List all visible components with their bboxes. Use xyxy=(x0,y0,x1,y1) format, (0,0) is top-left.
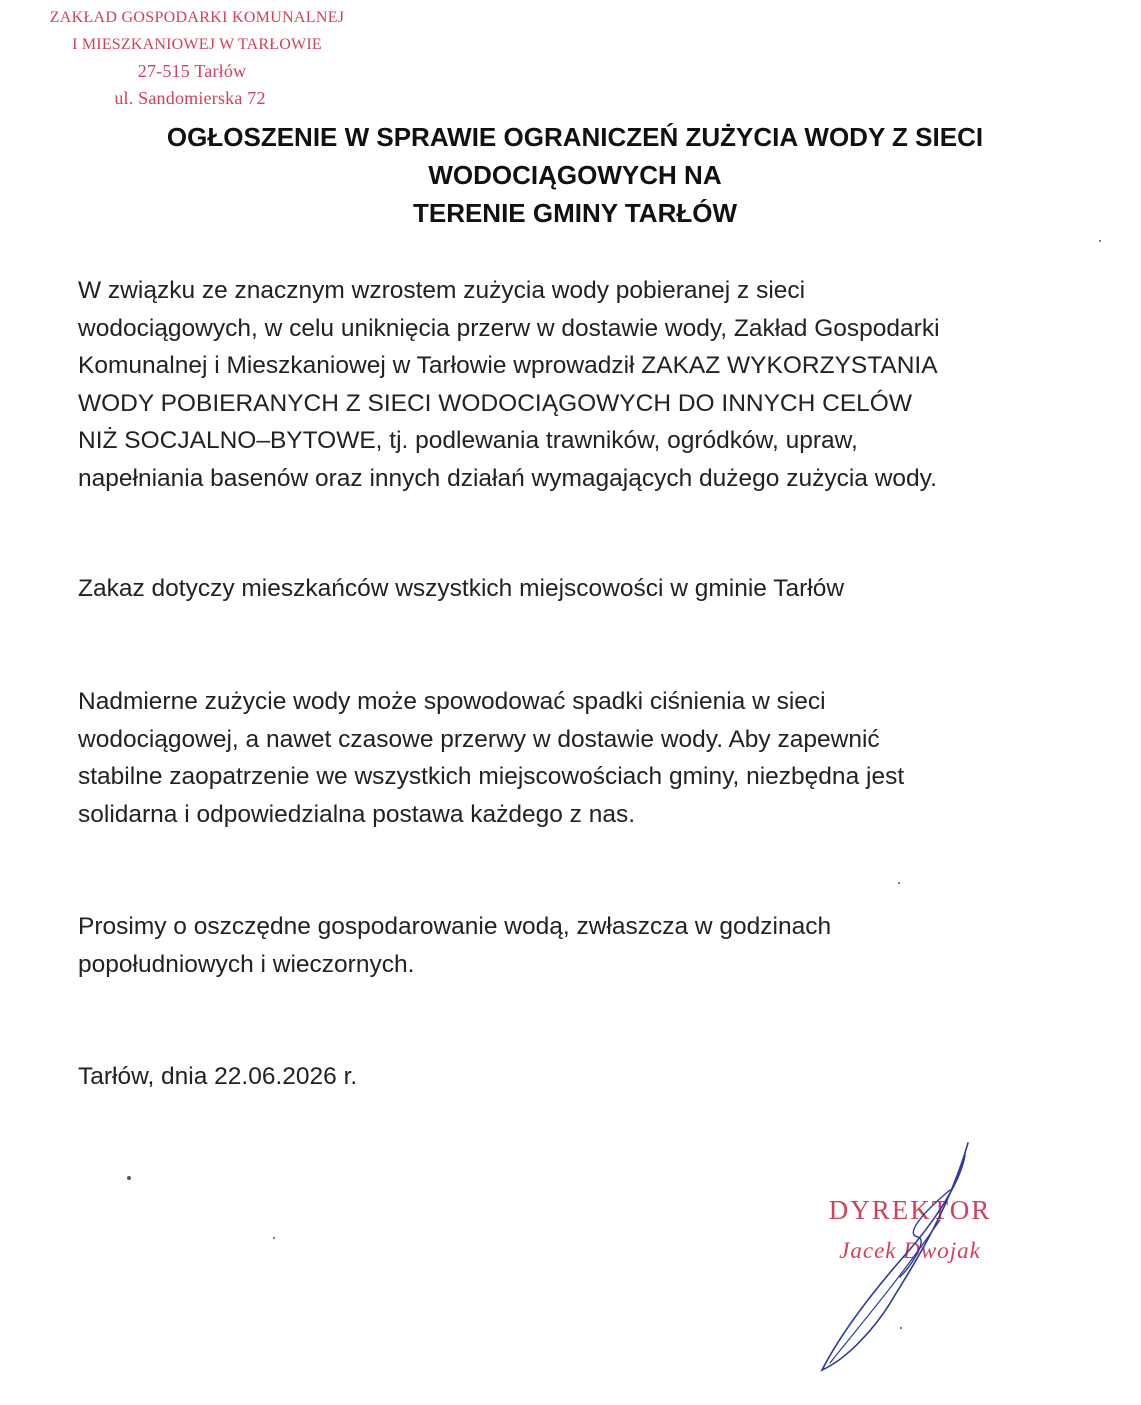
text-line: napełniania basenów oraz innych działań wymagających dużego zużycia wody. xyxy=(78,464,937,492)
title-line: TERENIE GMINY TARŁÓW xyxy=(412,198,738,228)
text-line: popołudniowych i wieczornych. xyxy=(78,950,415,978)
text-line: Zakaz dotyczy mieszkańców wszystkich miejscowości w gminie Tarłów xyxy=(78,575,845,602)
stamp-line-organization: ZAKŁAD GOSPODARKI KOMUNALNEJ xyxy=(49,9,345,26)
scan-speck xyxy=(127,1176,131,1180)
paragraph-scope xyxy=(78,570,1078,608)
text-line: WODY POBIERANYCH Z SIECI WODOCIĄGOWYCH DO INNYCH CELÓW xyxy=(78,389,912,417)
stamp-line-postcode: 27-515 Tarłów xyxy=(137,61,247,81)
text-line: solidarna i odpowiedzialna postawa każdego z nas. xyxy=(78,800,636,828)
text-line: NIŻ SOCJALNO–BYTOWE, tj. podlewania trawników, ogródków, upraw, xyxy=(78,427,858,454)
text-line: Prosimy o oszczędne gospodarowanie wodą, zwłaszcza w godzinach xyxy=(78,913,832,940)
scan-speck xyxy=(898,882,900,884)
scan-speck xyxy=(900,1327,902,1329)
stamp-line-street: ul. Sandomierska 72 xyxy=(114,88,266,108)
document-date xyxy=(78,1058,1078,1096)
date-text: Tarłów, dnia 22.06.2026 r. xyxy=(78,1063,358,1090)
paragraph-request xyxy=(78,908,1078,983)
text-line: wodociągowej, a nawet czasowe przerwy w dostawie wody. Aby zapewnić xyxy=(78,725,880,753)
director-title: DYREKTOR xyxy=(828,1195,992,1225)
text-line: Komunalnej i Mieszkaniowej w Tarłowie wprowadził ZAKAZ WYKORZYSTANIA xyxy=(78,352,938,379)
announcement-title xyxy=(100,118,1050,232)
text-line: stabilne zaopatrzenie we wszystkich miejscowościach gminy, niezbędna jest xyxy=(78,763,905,790)
handwritten-signature xyxy=(800,1135,1000,1385)
paragraph-consequences xyxy=(78,683,1078,833)
director-name: Jacek Dwojak xyxy=(839,1238,981,1263)
title-line: WODOCIĄGOWYCH NA xyxy=(428,160,722,190)
stamp-line-organization-2: I MIESZKANIOWEJ W TARŁOWIE xyxy=(72,36,322,53)
scan-speck xyxy=(273,1237,275,1239)
scan-speck xyxy=(1099,240,1101,242)
text-line: wodociągowych, w celu uniknięcia przerw w dostawie wody, Zakład Gospodarki xyxy=(78,314,940,342)
paragraph-ban-description xyxy=(78,272,1078,497)
title-line: OGŁOSZENIE W SPRAWIE OGRANICZEŃ ZUŻYCIA WODY Z SIECI xyxy=(166,122,984,152)
text-line: W związku ze znacznym wzrostem zużycia wody pobieranej z sieci xyxy=(78,277,806,304)
organization-stamp xyxy=(22,4,372,112)
text-line: Nadmierne zużycie wody może spowodować spadki ciśnienia w sieci xyxy=(78,688,826,715)
